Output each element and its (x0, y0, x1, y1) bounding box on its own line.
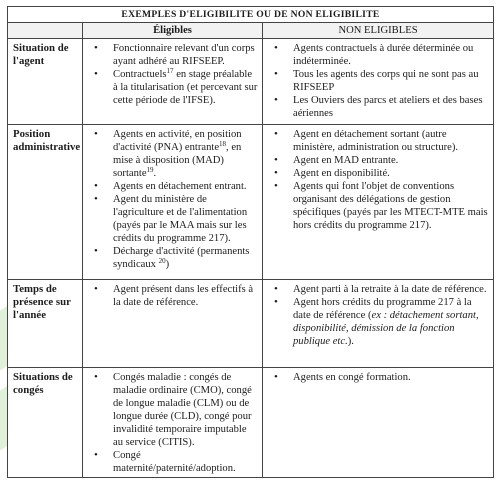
list-item: • Agent parti à la retraite à la date de référence. (293, 283, 489, 296)
list-item: • Agent présent dans les effectifs à la date de référence. (113, 283, 258, 309)
eligibles-cell (83, 39, 263, 125)
list-item: • Agents contractuels à durée déterminée ou indéterminée. (293, 42, 489, 68)
eligibles-cell (83, 368, 263, 478)
non-eligibles-cell (263, 39, 494, 125)
table-row (8, 39, 494, 125)
list-item: • Agent hors crédits du programme 217 à la date de référence (ex : détachement sortant, disponibilité, démission de la fonction publique etc.). (293, 296, 489, 348)
list-item: • Agent en détachement sortant (autre ministère, administration ou structure). (293, 128, 489, 154)
list-item: • Tous les agents des corps qui ne sont pas au RIFSEEP (293, 68, 489, 94)
list-item: • Décharge d'activité (permanents syndicaux $^{20}$) (113, 245, 258, 271)
row-header: Situations de congés (8, 368, 83, 478)
list-item: • Agents en activité, en position d'activité (PNA) entrante$^{18}$, en mise à disposition (MAD) sortante$^{19}$. (113, 128, 258, 180)
table-row (8, 125, 494, 280)
list-item: • Agents qui font l'objet de conventions organisant des délégations de gestion spécifiques (payés par les MTECT-MTE mais hors crédits du programme 217). (293, 180, 489, 232)
column-header-eligibles: Éligibles (83, 23, 263, 39)
column-header-non-eligibles: NON ELIGIBLES (263, 23, 494, 39)
row-header: Position administrative (8, 125, 83, 280)
list-item: • Agent en MAD entrante. (293, 154, 489, 167)
eligibility-table (7, 6, 494, 478)
table-row (8, 280, 494, 368)
list-item: • Fonctionnaire relevant d'un corps ayant adhéré au RIFSEEP. (113, 42, 258, 68)
row-header: Situation de l'agent (8, 39, 83, 125)
list-item: • Congés maladie : congés de maladie ordinaire (CMO), congé de longue maladie (CLM) ou de longue durée (CLD), congé pour invalidité temporaire imputable au service (CITIS). (113, 371, 258, 449)
list-item: • Congé maternité/paternité/adoption. (113, 449, 258, 475)
list-item: • Agents en détachement entrant. (113, 180, 258, 193)
list-item: • Agent du ministère de l'agriculture et de l'alimentation (payés par le MAA mais sur les crédits du programme 217). (113, 193, 258, 245)
non-eligibles-cell (263, 125, 494, 280)
eligibles-cell (83, 125, 263, 280)
non-eligibles-cell (263, 368, 494, 478)
list-item: • Agent en disponibilité. (293, 167, 489, 180)
row-header: Temps de présence sur l'année (8, 280, 83, 368)
list-item: • Les Ouviers des parcs et ateliers et des bases aériennes (293, 94, 489, 120)
eligibles-cell (83, 280, 263, 368)
table-banner: EXEMPLES D'ELIGIBILITE OU DE NON ELIGIBILITE (8, 7, 494, 23)
list-item: • Agents en congé formation. (293, 371, 489, 384)
list-item: • Contractuels$^{17}$ en stage préalable à la titularisation (et percevant sur cette période de l'IFSE). (113, 68, 258, 107)
non-eligibles-cell (263, 280, 494, 368)
corner-cell (8, 23, 83, 39)
table-row (8, 368, 494, 478)
